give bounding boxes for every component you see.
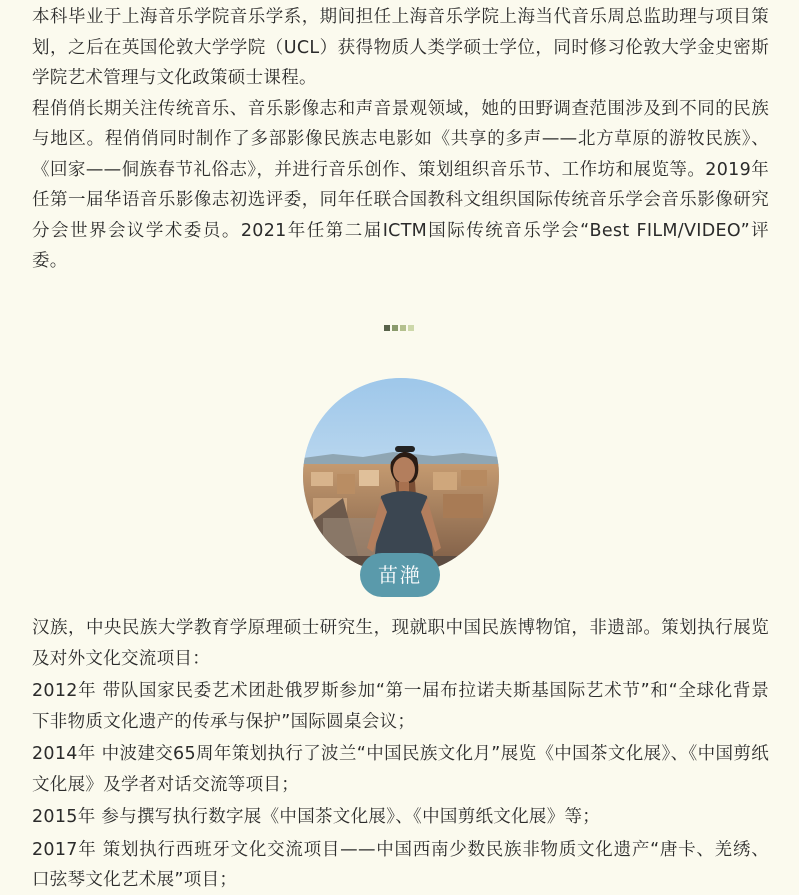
section-divider: [384, 325, 414, 331]
avatar: [303, 378, 499, 574]
divider-square: [408, 325, 414, 331]
bio-paragraph: 本科毕业于上海音乐学院音乐学系，期间担任上海音乐学院上海当代音乐周总监助理与项目策划，之后在英国伦敦大学学院（UCL）获得物质人类学硕士学位，同时修习伦敦大学金史密斯学院艺术管理与文化政策硕士课程。: [32, 7, 769, 88]
bio-paragraph: 2015年 参与撰写执行数字展《中国茶文化展》、《中国剪纸文化展》等；: [32, 807, 601, 827]
bio-paragraph: 汉族，中央民族大学教育学原理硕士研究生，现就职中国民族博物馆，非遗部。策划执行展览及对外文化交流项目：: [32, 618, 769, 669]
bio-paragraph: 2014年 中波建交65周年策划执行了波兰“中国民族文化月”展览《中国茶文化展》、《中国剪纸文化展》及学者对话交流等项目；: [32, 744, 769, 795]
bio-paragraph: 程俏俏长期关注传统音乐、音乐影像志和声音景观领域，她的田野调查范围涉及到不同的民族与地区。程俏俏同时制作了多部影像民族志电影如《共享的多声——北方草原的游牧民族》、《回家——侗族春节礼俗志》，并进行音乐创作、策划组织音乐节、工作坊和展览等。2019年任第一届华语音乐影像志初选评委，同年任联合国教科文组织国际传统音乐学会音乐影像研究分会世界会议学术委员。2021年任第二届ICTM国际传统音乐学会“Best FILM/VIDEO”评委。: [32, 98, 769, 271]
name-badge: 苗滟: [360, 553, 440, 597]
bio-paragraph: 2017年 策划执行西班牙文化交流项目——中国西南少数民族非物质文化遗产“唐卡、羌绣、口弦琴文化艺术展”项目；: [32, 839, 769, 890]
divider-square: [384, 325, 390, 331]
bio-section-1: [0, 0, 799, 277]
bio-paragraph: 2012年 带队国家民委艺术团赴俄罗斯参加“第一届布拉诺夫斯基国际艺术节”和“全球化背景下非物质文化遗产的传承与保护”国际圆桌会议；: [32, 681, 769, 732]
divider-square: [400, 325, 406, 331]
divider-square: [392, 325, 398, 331]
bio-section-2: [32, 613, 769, 895]
portrait-photo: [303, 378, 499, 574]
